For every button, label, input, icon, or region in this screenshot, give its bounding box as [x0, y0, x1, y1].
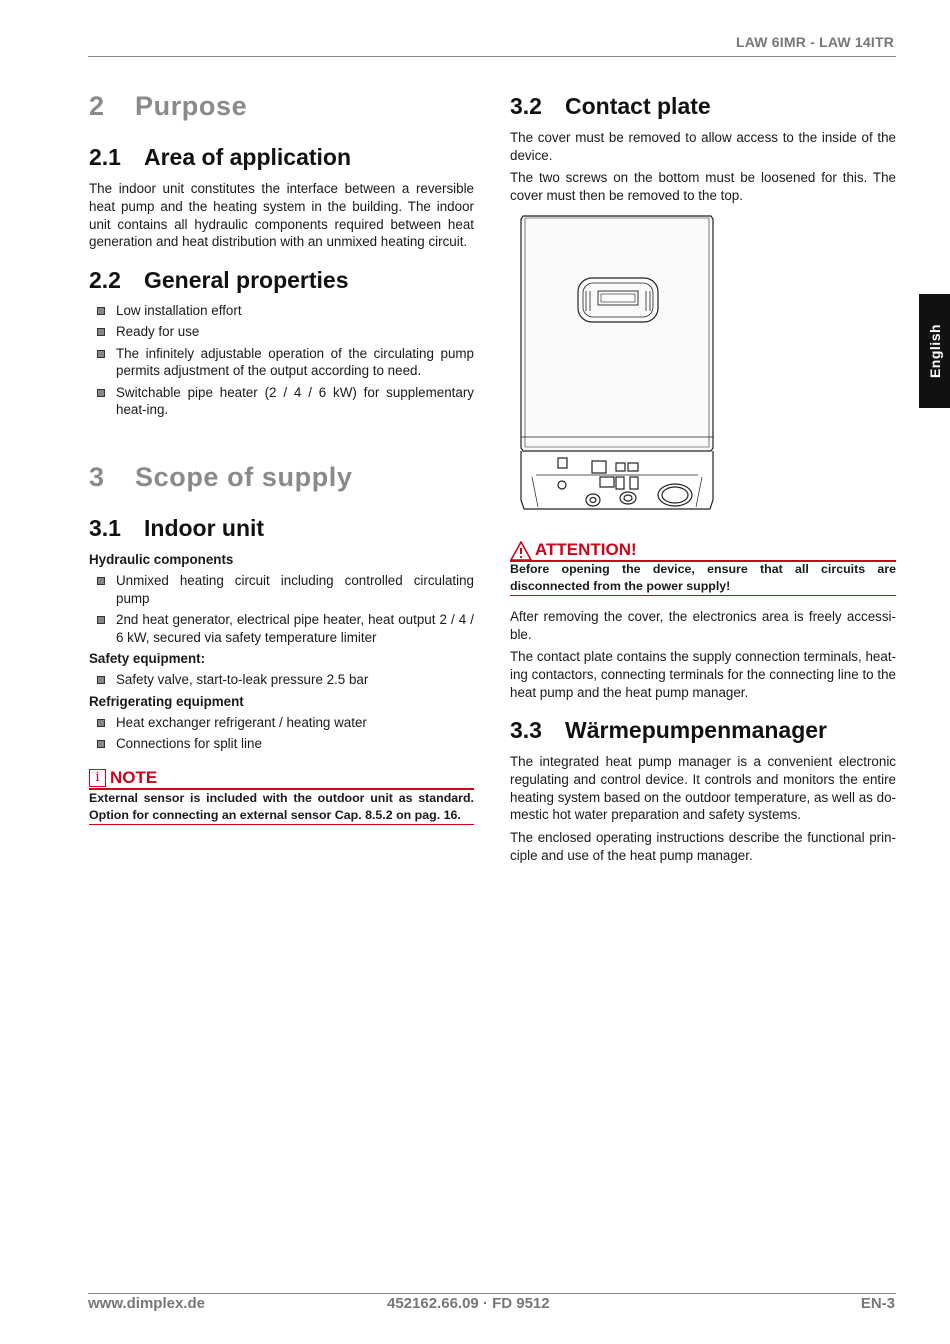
square-bullet-icon: [97, 389, 105, 397]
section-3-2-heading: [510, 93, 896, 120]
safety-equipment-list: [89, 671, 474, 692]
section-number: 3.3: [510, 717, 542, 743]
hydraulic-components-list: [89, 572, 474, 650]
square-bullet-icon: [97, 350, 105, 358]
section-3-heading: [89, 462, 474, 493]
section-number: 3.1: [89, 515, 121, 541]
safety-equipment-heading: Safety equipment:: [89, 651, 206, 666]
list-item-text: Connections for split line: [116, 736, 262, 752]
heat-pump-manager-text-1: The integrated heat pump manager is a convenient electronic regulating and control device. It controls and monitors the entire heating system based on the outdoor temperature, as well as do-mestic hot water preparation and safety systems.: [510, 754, 896, 823]
section-number: 2.2: [89, 267, 121, 293]
attention-title: ATTENTION!: [535, 540, 637, 559]
list-item: [89, 302, 474, 320]
square-bullet-icon: [97, 676, 105, 684]
electronics-area-text: After removing the cover, the electronics area is freely accessi-ble.: [510, 609, 896, 642]
footer-website-link[interactable]: www.dimplex.de: [88, 1295, 205, 1312]
list-item: [89, 714, 474, 732]
section-title: Scope of supply: [135, 462, 353, 492]
attention-callout-header: [510, 540, 896, 562]
footer-divider: [88, 1293, 896, 1294]
list-item-text: Ready for use: [116, 324, 200, 340]
warning-triangle-icon: [510, 541, 532, 561]
contact-plate-text-2: The two screws on the bottom must be loosened for this. The cover must then be removed to the top.: [510, 170, 896, 203]
section-title: Contact plate: [565, 93, 711, 119]
section-3-1-heading: [89, 515, 474, 542]
square-bullet-icon: [97, 307, 105, 315]
info-icon: i: [89, 769, 106, 787]
square-bullet-icon: [97, 719, 105, 727]
section-2-heading: [89, 91, 474, 122]
section-title: Wärmepumpenmanager: [565, 717, 828, 743]
language-tab[interactable]: [919, 294, 950, 408]
square-bullet-icon: [97, 577, 105, 585]
list-item-text: Safety valve, start-to-leak pressure 2.5 bar: [116, 672, 369, 687]
hydraulic-components-heading: Hydraulic components: [89, 552, 234, 567]
area-of-application-text: The indoor unit constitutes the interface between a reversible heat pump and the heating system in the building. The indoor unit contains all hydraulic components required between heat generation and heat distribution with an unmixed heating circuit.: [89, 181, 474, 250]
list-item: [89, 735, 474, 753]
note-callout-header: [89, 768, 474, 790]
square-bullet-icon: [97, 328, 105, 336]
list-item-text: The infinitely adjustable operation of the circulating pump permits adjustment of the output according to need.: [116, 345, 474, 379]
list-item: [89, 323, 474, 341]
contact-plate-terminals-text: The contact plate contains the supply connection terminals, heat-ing contactors, connecting terminals for the connecting line to the heat pump and the heat pump manager.: [510, 649, 896, 700]
list-item-text: Unmixed heating circuit including controlled circulating pump: [116, 573, 474, 606]
document-model-header: LAW 6IMR - LAW 14ITR: [736, 34, 894, 50]
section-number: 2.1: [89, 144, 121, 170]
section-number: 3.2: [510, 93, 542, 119]
square-bullet-icon: [97, 740, 105, 748]
general-properties-list: [89, 302, 474, 423]
attention-text: Before opening the device, ensure that all circuits are disconnected from the power supply!: [510, 562, 896, 593]
section-2-2-heading: [89, 267, 474, 294]
footer-page-number: EN-3: [860, 1295, 895, 1312]
attention-bottom-rule: [510, 595, 896, 596]
section-title: Indoor unit: [144, 515, 265, 541]
list-item: [89, 671, 474, 689]
section-number: 2: [89, 91, 105, 121]
indoor-unit-illustration: [520, 215, 714, 512]
list-item: [89, 384, 474, 420]
list-item: [89, 345, 474, 381]
header-divider: [88, 56, 896, 57]
refrigerating-equipment-list: [89, 714, 474, 757]
note-title: NOTE: [110, 768, 158, 787]
section-3-3-heading: [510, 717, 896, 744]
section-title: Purpose: [135, 91, 248, 121]
note-bottom-rule: [89, 824, 474, 825]
note-text: External sensor is included with the outdoor unit as standard. Option for connecting an external sensor Cap. 8.5.2 on pag. 16.: [89, 791, 474, 822]
section-number: 3: [89, 462, 105, 492]
section-title: General properties: [144, 267, 349, 293]
list-item-text: Low installation effort: [116, 303, 242, 318]
square-bullet-icon: [97, 616, 105, 624]
section-2-1-heading: [89, 144, 474, 171]
list-item-text: 2nd heat generator, electrical pipe heater, heat output 2 / 4 / 6 kW, secured via safety temperature limiter: [116, 612, 474, 645]
list-item-text: Heat exchanger refrigerant / heating water: [116, 715, 367, 730]
refrigerating-equipment-heading: Refrigerating equipment: [89, 694, 244, 709]
contact-plate-text-1: The cover must be removed to allow access to the inside of the device.: [510, 130, 896, 163]
section-title: Area of application: [144, 144, 352, 170]
list-item: [89, 611, 474, 647]
language-tab-label: English: [926, 323, 943, 379]
heat-pump-manager-text-2: The enclosed operating instructions describe the functional prin-ciple and use of the heat pump manager.: [510, 830, 896, 863]
footer-document-number: 452162.66.09 · FD 9512: [387, 1295, 550, 1312]
list-item: [89, 572, 474, 608]
list-item-text: Switchable pipe heater (2 / 4 / 6 kW) for supplementary heat-ing.: [116, 384, 474, 418]
